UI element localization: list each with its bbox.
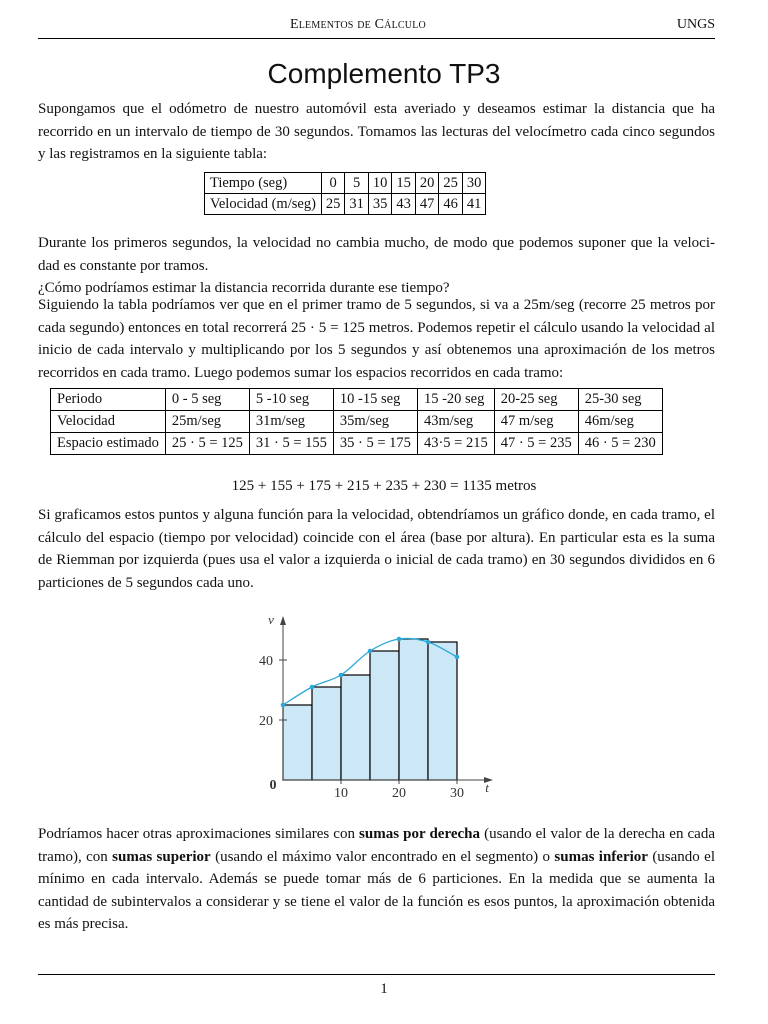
estimated-distance-table bbox=[50, 388, 663, 455]
table-cell: 43·5 = 215 bbox=[417, 433, 494, 455]
table-cell: 43 bbox=[392, 194, 416, 215]
origin-label: 0 bbox=[269, 778, 277, 793]
rects-group bbox=[283, 639, 457, 780]
riemann-rect bbox=[370, 651, 399, 780]
y-tick-label: 40 bbox=[259, 654, 273, 669]
table-cell: 10 -15 seg bbox=[333, 389, 417, 411]
bold-term: sumas por derecha bbox=[359, 826, 480, 842]
header-institution: UNGS bbox=[676, 17, 715, 32]
x-tick-label: 10 bbox=[334, 786, 348, 800]
table-cell: 35 · 5 = 175 bbox=[333, 433, 417, 455]
table-cell: 15 bbox=[392, 173, 416, 194]
header-course-title: Elementos de Cálculo bbox=[290, 17, 426, 32]
table-cell: 20-25 seg bbox=[494, 389, 578, 411]
bold-term: sumas superior bbox=[112, 848, 211, 865]
y-axis-arrow bbox=[280, 616, 286, 625]
table-cell: 25 bbox=[321, 194, 345, 215]
table-cell: 5 -10 seg bbox=[249, 389, 333, 411]
data-point bbox=[368, 649, 373, 654]
table-cell: 35m/seg bbox=[333, 411, 417, 433]
riemann-rect bbox=[399, 639, 428, 780]
data-point bbox=[310, 685, 315, 690]
table-cell: 25 bbox=[439, 173, 463, 194]
riemann-rect bbox=[283, 705, 312, 780]
table-row bbox=[51, 411, 663, 433]
paragraph-other-sums: Podríamos hacer otras aproximaciones similares con sumas por derecha (usando el valor de la derecha en cada tramo), con sumas superior (usando el máximo valor encontrado en el segmento) o sumas inferior (usando el mínimo en cada intervalo. Además se puede tomar más de 6 particiones. En la medida que se aumenta la cantidad de subintervalos a considerar y se tiene el valor de la función es esos puntos, la aproximación obtenida es más precisa. bbox=[38, 826, 716, 932]
table-row bbox=[51, 433, 663, 455]
page-number: 1 bbox=[380, 981, 388, 997]
table-cell: 47 bbox=[415, 194, 439, 215]
paragraph-riemann: Si graficamos estos puntos y alguna función para la velocidad, obtendríamos un gráfico donde, en cada tramo, el cálculo del espacio (tiempo por velocidad) coincide con el área (base por altura). En particular esta es la suma de Riemman por izquierda (pues usa el valor a izquierda o inicial de cada tramo) en 30 segundos divididos en 6 particiones de 5 segundos cada uno. bbox=[38, 507, 715, 591]
riemann-rect bbox=[312, 687, 341, 780]
x-tick-label: 30 bbox=[450, 786, 464, 800]
data-point bbox=[426, 640, 431, 645]
table-row bbox=[205, 173, 486, 194]
paragraph-question: ¿Cómo podríamos estimar la distancia recorrida durante ese tiempo? bbox=[38, 280, 450, 296]
data-point bbox=[455, 655, 460, 660]
table-row bbox=[205, 194, 486, 215]
table-cell: 25m/seg bbox=[165, 411, 249, 433]
footer-divider bbox=[38, 974, 715, 975]
speed-readings-table bbox=[204, 172, 486, 215]
y-axis-label: v bbox=[268, 612, 274, 627]
table-cell: 46 bbox=[439, 194, 463, 215]
x-axis-label: t bbox=[485, 780, 489, 795]
page-title: Complemento TP3 bbox=[267, 58, 501, 89]
page-header bbox=[38, 12, 715, 39]
data-point bbox=[281, 703, 286, 708]
table-cell: 20 bbox=[415, 173, 439, 194]
row-label: Velocidad (m/seg) bbox=[205, 194, 322, 215]
table-cell: 25-30 seg bbox=[578, 389, 662, 411]
table-cell: 47 · 5 = 235 bbox=[494, 433, 578, 455]
table-cell: 31 · 5 = 155 bbox=[249, 433, 333, 455]
table-cell: 30 bbox=[462, 173, 486, 194]
data-point bbox=[339, 673, 344, 678]
table-cell: 5 bbox=[345, 173, 369, 194]
table-cell: 47 m/seg bbox=[494, 411, 578, 433]
table-cell: Periodo bbox=[51, 389, 166, 411]
table-cell: Espacio estimado bbox=[51, 433, 166, 455]
table-cell: 10 bbox=[368, 173, 392, 194]
table-cell: 0 - 5 seg bbox=[165, 389, 249, 411]
table-cell: Velocidad bbox=[51, 411, 166, 433]
table-cell: 25 · 5 = 125 bbox=[165, 433, 249, 455]
table-cell: 31m/seg bbox=[249, 411, 333, 433]
bold-term: sumas inferior bbox=[554, 848, 648, 865]
sum-formula: 125 + 155 + 175 + 215 + 235 + 230 = 1135 metros bbox=[231, 478, 537, 494]
table-cell: 41 bbox=[462, 194, 486, 215]
y-tick-label: 20 bbox=[259, 714, 273, 729]
table-cell: 0 bbox=[321, 173, 345, 194]
table-row bbox=[51, 389, 663, 411]
table-cell: 31 bbox=[345, 194, 369, 215]
table-cell: 43m/seg bbox=[417, 411, 494, 433]
data-point bbox=[397, 637, 402, 642]
riemann-rect bbox=[341, 675, 370, 780]
paragraph-method: Siguiendo la tabla podríamos ver que en el primer tramo de 5 segundos, si va a 25m/seg (recorre 25 metros por cada segundo) entonces en total recorrerá 25 · 5 = 125 metros. Podemos repetir el cálculo usando la velocidad al inicio de cada intervalo y multiplicando por los 5 segundos y así obtenemos una aproximación de los metros recorridos en cada tramo. Luego podemos sumar los espacios recorridos en cada tramo: bbox=[38, 297, 715, 381]
table-cell: 46 · 5 = 230 bbox=[578, 433, 662, 455]
riemann-sum-chart bbox=[250, 610, 500, 800]
table-cell: 15 -20 seg bbox=[417, 389, 494, 411]
intro-paragraph: Supongamos que el odómetro de nuestro automóvil esta averiado y deseamos estimar la distancia que ha recorrido en un intervalo de tiempo de 30 segundos. Tomamos las lecturas del velocímetro cada cinco segundos y las registramos en la siguiente tabla: bbox=[38, 101, 715, 162]
x-tick-label: 20 bbox=[392, 786, 406, 800]
riemann-rect bbox=[428, 642, 457, 780]
table-cell: 35 bbox=[368, 194, 392, 215]
table-cell: 46m/seg bbox=[578, 411, 662, 433]
paragraph-constant-speed: Durante los primeros segundos, la velocidad no cambia mucho, de modo que podemos suponer que la veloci-dad es constante por tramos. bbox=[38, 235, 715, 274]
row-label: Tiempo (seg) bbox=[205, 173, 322, 194]
